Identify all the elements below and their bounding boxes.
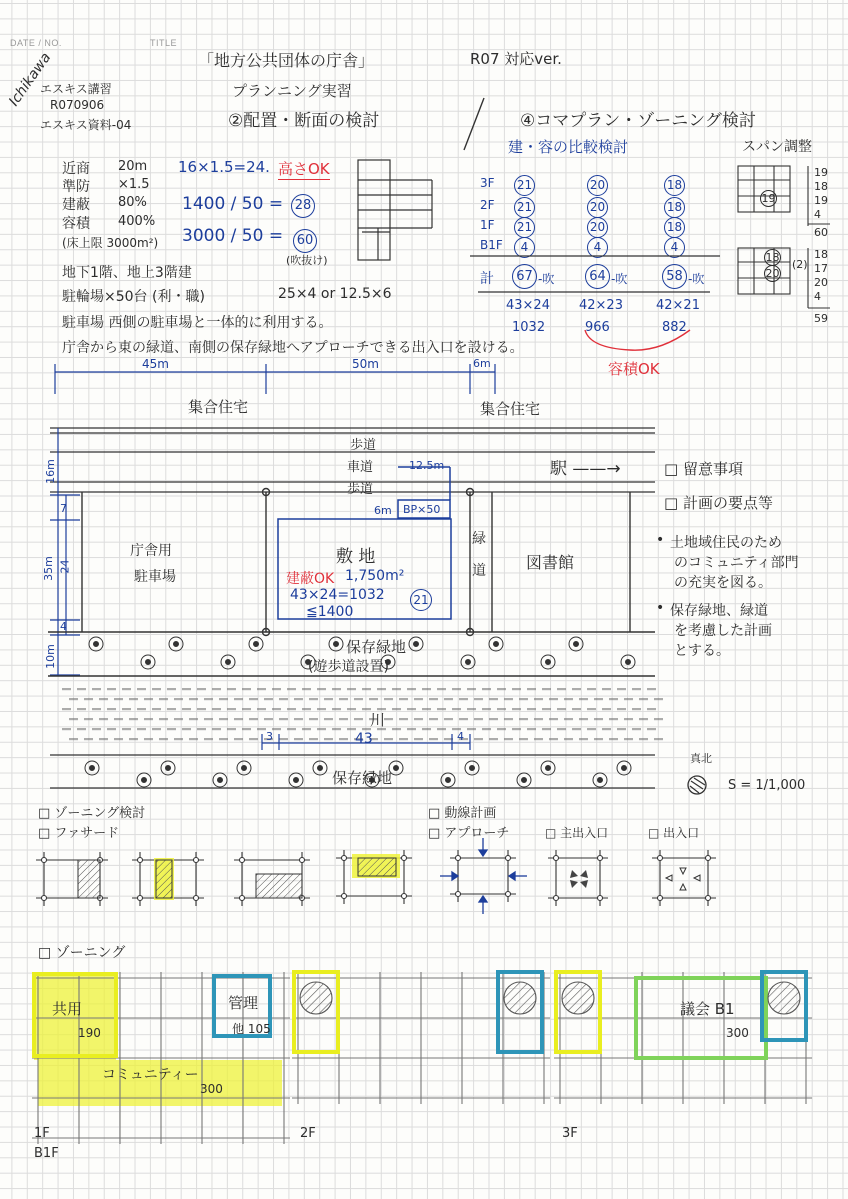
floor-count: 21	[514, 175, 535, 196]
zone-shared-area: 190	[78, 1026, 101, 1040]
span-circle: 18	[765, 251, 780, 264]
total-count: 58	[662, 264, 687, 289]
floor-label: 3F	[480, 176, 495, 190]
floor-count: 20	[587, 175, 608, 196]
height-calc: 16×1.5=24.	[178, 158, 270, 176]
dim-6m: 6m	[473, 357, 491, 370]
fire-value: ×1.5	[118, 177, 150, 192]
height-ok: 高さOK	[278, 160, 330, 178]
total-suffix: -吹	[538, 272, 555, 286]
main-entrance-label: □ 主出入口	[545, 826, 609, 840]
zone-value: 20m	[118, 159, 148, 174]
far-label: 容積	[62, 216, 90, 232]
scale-label: S = 1/1,000	[728, 778, 806, 793]
bullet-dot: •	[656, 600, 665, 616]
fire-label: 準防	[62, 179, 90, 195]
topic-layout-section: ②配置・断面の検討	[228, 111, 380, 131]
span-circle: 19	[761, 192, 776, 205]
bldg-calc: 43×24=1032	[290, 587, 385, 603]
bullet-line: の充実を図る。	[674, 575, 772, 591]
north-label: 真北	[690, 752, 712, 765]
span-bottom-value: 17	[814, 262, 828, 275]
dim-7: 7	[60, 502, 67, 515]
floors-note: 地下1階、地上3階建	[62, 265, 192, 281]
site-area: 1,750m²	[345, 568, 405, 584]
total-count: 67	[512, 264, 537, 289]
option-area: 1032	[512, 320, 546, 335]
sidewalk-bottom: 歩道	[347, 482, 374, 497]
far-calc-result: 60	[293, 229, 317, 253]
comparison-title: 建・容の比較検討	[508, 138, 629, 156]
parking-label-1: 庁舎用	[130, 543, 172, 559]
dim-24: 24	[58, 559, 72, 574]
span-side-note: (2)	[792, 258, 808, 271]
subtitle: プランニング実習	[232, 82, 352, 100]
bullet-line: とする。	[674, 643, 730, 659]
green-area-label: 保存緑地	[346, 638, 407, 656]
greenway-label-1: 緑	[472, 531, 486, 547]
total-count: 64	[585, 264, 610, 289]
bullet-dot: •	[656, 532, 665, 548]
bcr-label: 建蔽	[62, 197, 90, 213]
library-label: 図書館	[526, 553, 575, 572]
dim-4: 4	[60, 620, 67, 633]
road-label: 車道	[347, 460, 374, 475]
volume-ok: 容積OK	[608, 360, 660, 378]
floor-count: 18	[664, 175, 685, 196]
total-label: 計	[480, 271, 494, 287]
bcr-ok: 建蔽OK	[286, 571, 335, 587]
date-label: DATE / NO.	[10, 38, 62, 48]
parking-label-2: 駐車場	[134, 569, 176, 585]
floor-limit: (床上限 3000m²)	[62, 236, 159, 250]
floor-count: 4	[587, 237, 608, 258]
span-bottom-value: 4	[814, 290, 821, 303]
greenway-label-2: 道	[472, 563, 486, 579]
floor-count: 20	[587, 197, 608, 218]
span-top-value: 19	[814, 194, 828, 207]
circulation-label: □ 動線計画	[428, 806, 497, 821]
zone-admin: 管理	[228, 994, 259, 1012]
zone-shared: 共用	[52, 1000, 83, 1018]
span-top-value: 60	[814, 226, 828, 239]
bike-parking-size: 25×4 or 12.5×6	[278, 286, 392, 302]
zoning-check-label: □ ゾーニング検討	[38, 806, 146, 821]
span-bottom-value: 20	[814, 276, 828, 289]
sheet-name: エスキス資料-04	[40, 118, 132, 132]
floor-count: 4	[514, 237, 535, 258]
floor-count: 20	[587, 217, 608, 238]
bullet-line: のコミュニティ部門	[674, 555, 799, 571]
option-area: 882	[662, 320, 687, 335]
floor-count: 18	[664, 197, 685, 218]
page-title: 「地方公共団体の庁舎」	[198, 51, 375, 70]
notes-item-2: □ 計画の要点等	[664, 494, 773, 512]
housing-left: 集合住宅	[188, 398, 249, 416]
floor-label-1f: 1F	[34, 1126, 50, 1141]
housing-right: 集合住宅	[480, 400, 541, 418]
span-top-value: 4	[814, 208, 821, 221]
far-calc: 3000 / 50 =	[182, 226, 284, 246]
dim-35m: 35m	[41, 556, 55, 581]
option-dims: 42×23	[579, 298, 623, 313]
bldg-circle: 21	[410, 589, 432, 611]
option-dims: 42×21	[656, 298, 700, 313]
approach-label: □ アプローチ	[428, 826, 510, 841]
dim-16m: 16m	[43, 459, 57, 484]
road-width: 12.5m	[409, 459, 445, 472]
bullet-line: を考慮した計画	[674, 623, 772, 639]
bp-dim: 6m	[374, 504, 392, 517]
span-title: スパン調整	[742, 139, 812, 155]
total-suffix: -吹	[611, 272, 628, 286]
sidewalk-top: 歩道	[350, 438, 377, 453]
bcr-calc: 1400 / 50 =	[182, 194, 284, 214]
zone-council-area: 300	[726, 1026, 749, 1040]
option-area: 966	[585, 320, 610, 335]
span-top-value: 19	[814, 166, 828, 179]
course-number: R070906	[50, 98, 105, 112]
span-bottom-value: 59	[814, 312, 828, 325]
zone-label: 近商	[62, 161, 90, 177]
bullet-line: 土地域住民のため	[670, 535, 782, 551]
dim-50m: 50m	[352, 357, 379, 371]
span-circle: 20	[765, 267, 780, 280]
bike-parking-box: BP×50	[403, 503, 441, 516]
floor-label-3f: 3F	[562, 1126, 578, 1141]
far-value: 400%	[118, 214, 156, 229]
promenade-label: (遊歩道設置)	[308, 659, 389, 675]
facade-label: □ ファサード	[38, 826, 120, 841]
total-suffix: -吹	[688, 272, 705, 286]
span-top-value: 18	[814, 180, 828, 193]
bike-parking-label: 駐輪場×50台 (利・職)	[62, 289, 205, 305]
dim-43: 43	[355, 731, 373, 747]
signature: Ichikawa	[6, 49, 55, 110]
option-dims: 43×24	[506, 298, 550, 313]
version-label: R07 対応ver.	[470, 50, 562, 68]
floor-label-b1f: B1F	[34, 1146, 59, 1161]
floor-label: 2F	[480, 198, 495, 212]
floor-count: 4	[664, 237, 685, 258]
dim-4b: 4	[457, 730, 464, 743]
zone-community: コミュニティー	[102, 1067, 199, 1083]
floor-count: 21	[514, 197, 535, 218]
floor-label: B1F	[480, 238, 503, 252]
notes-item-1: □ 留意事項	[664, 460, 743, 478]
site-label: 敷 地	[336, 547, 376, 567]
floor-count: 21	[514, 217, 535, 238]
floor-label: 1F	[480, 218, 495, 232]
bullet-line: 保存緑地、緑道	[670, 603, 768, 619]
bcr-value: 80%	[118, 195, 147, 210]
floor-label-2f: 2F	[300, 1126, 316, 1141]
far-calc-note: (吹抜け)	[286, 254, 328, 267]
entrance-label: □ 出入口	[648, 826, 700, 840]
access-note: 庁舎から東の緑道、南側の保存緑地へアプローチできる出入口を設ける。	[62, 340, 524, 356]
topic-plan-zoning: ④コマプラン・ゾーニング検討	[520, 111, 756, 131]
dim-3: 3	[266, 730, 273, 743]
zoning-title: □ ゾーニング	[38, 945, 126, 961]
station-direction: 駅 ——→	[550, 459, 621, 479]
zone-admin-area: 他 105	[232, 1022, 271, 1036]
river-label: 川	[370, 711, 386, 729]
span-bottom-value: 18	[814, 248, 828, 261]
parking-note: 駐車場 西側の駐車場と一体的に利用する。	[62, 315, 333, 331]
floor-count: 18	[664, 217, 685, 238]
zone-community-area: 300	[200, 1082, 223, 1096]
course-name: エスキス講習	[40, 82, 112, 96]
title-label: TITLE	[150, 38, 178, 48]
zone-council: 議会 B1	[680, 1000, 735, 1018]
bcr-calc-result: 28	[291, 194, 315, 218]
dim-45m: 45m	[142, 357, 169, 371]
green-area-label-2: 保存緑地	[332, 769, 393, 787]
dim-10m: 10m	[43, 644, 57, 669]
bldg-limit: ≦1400	[306, 604, 354, 620]
